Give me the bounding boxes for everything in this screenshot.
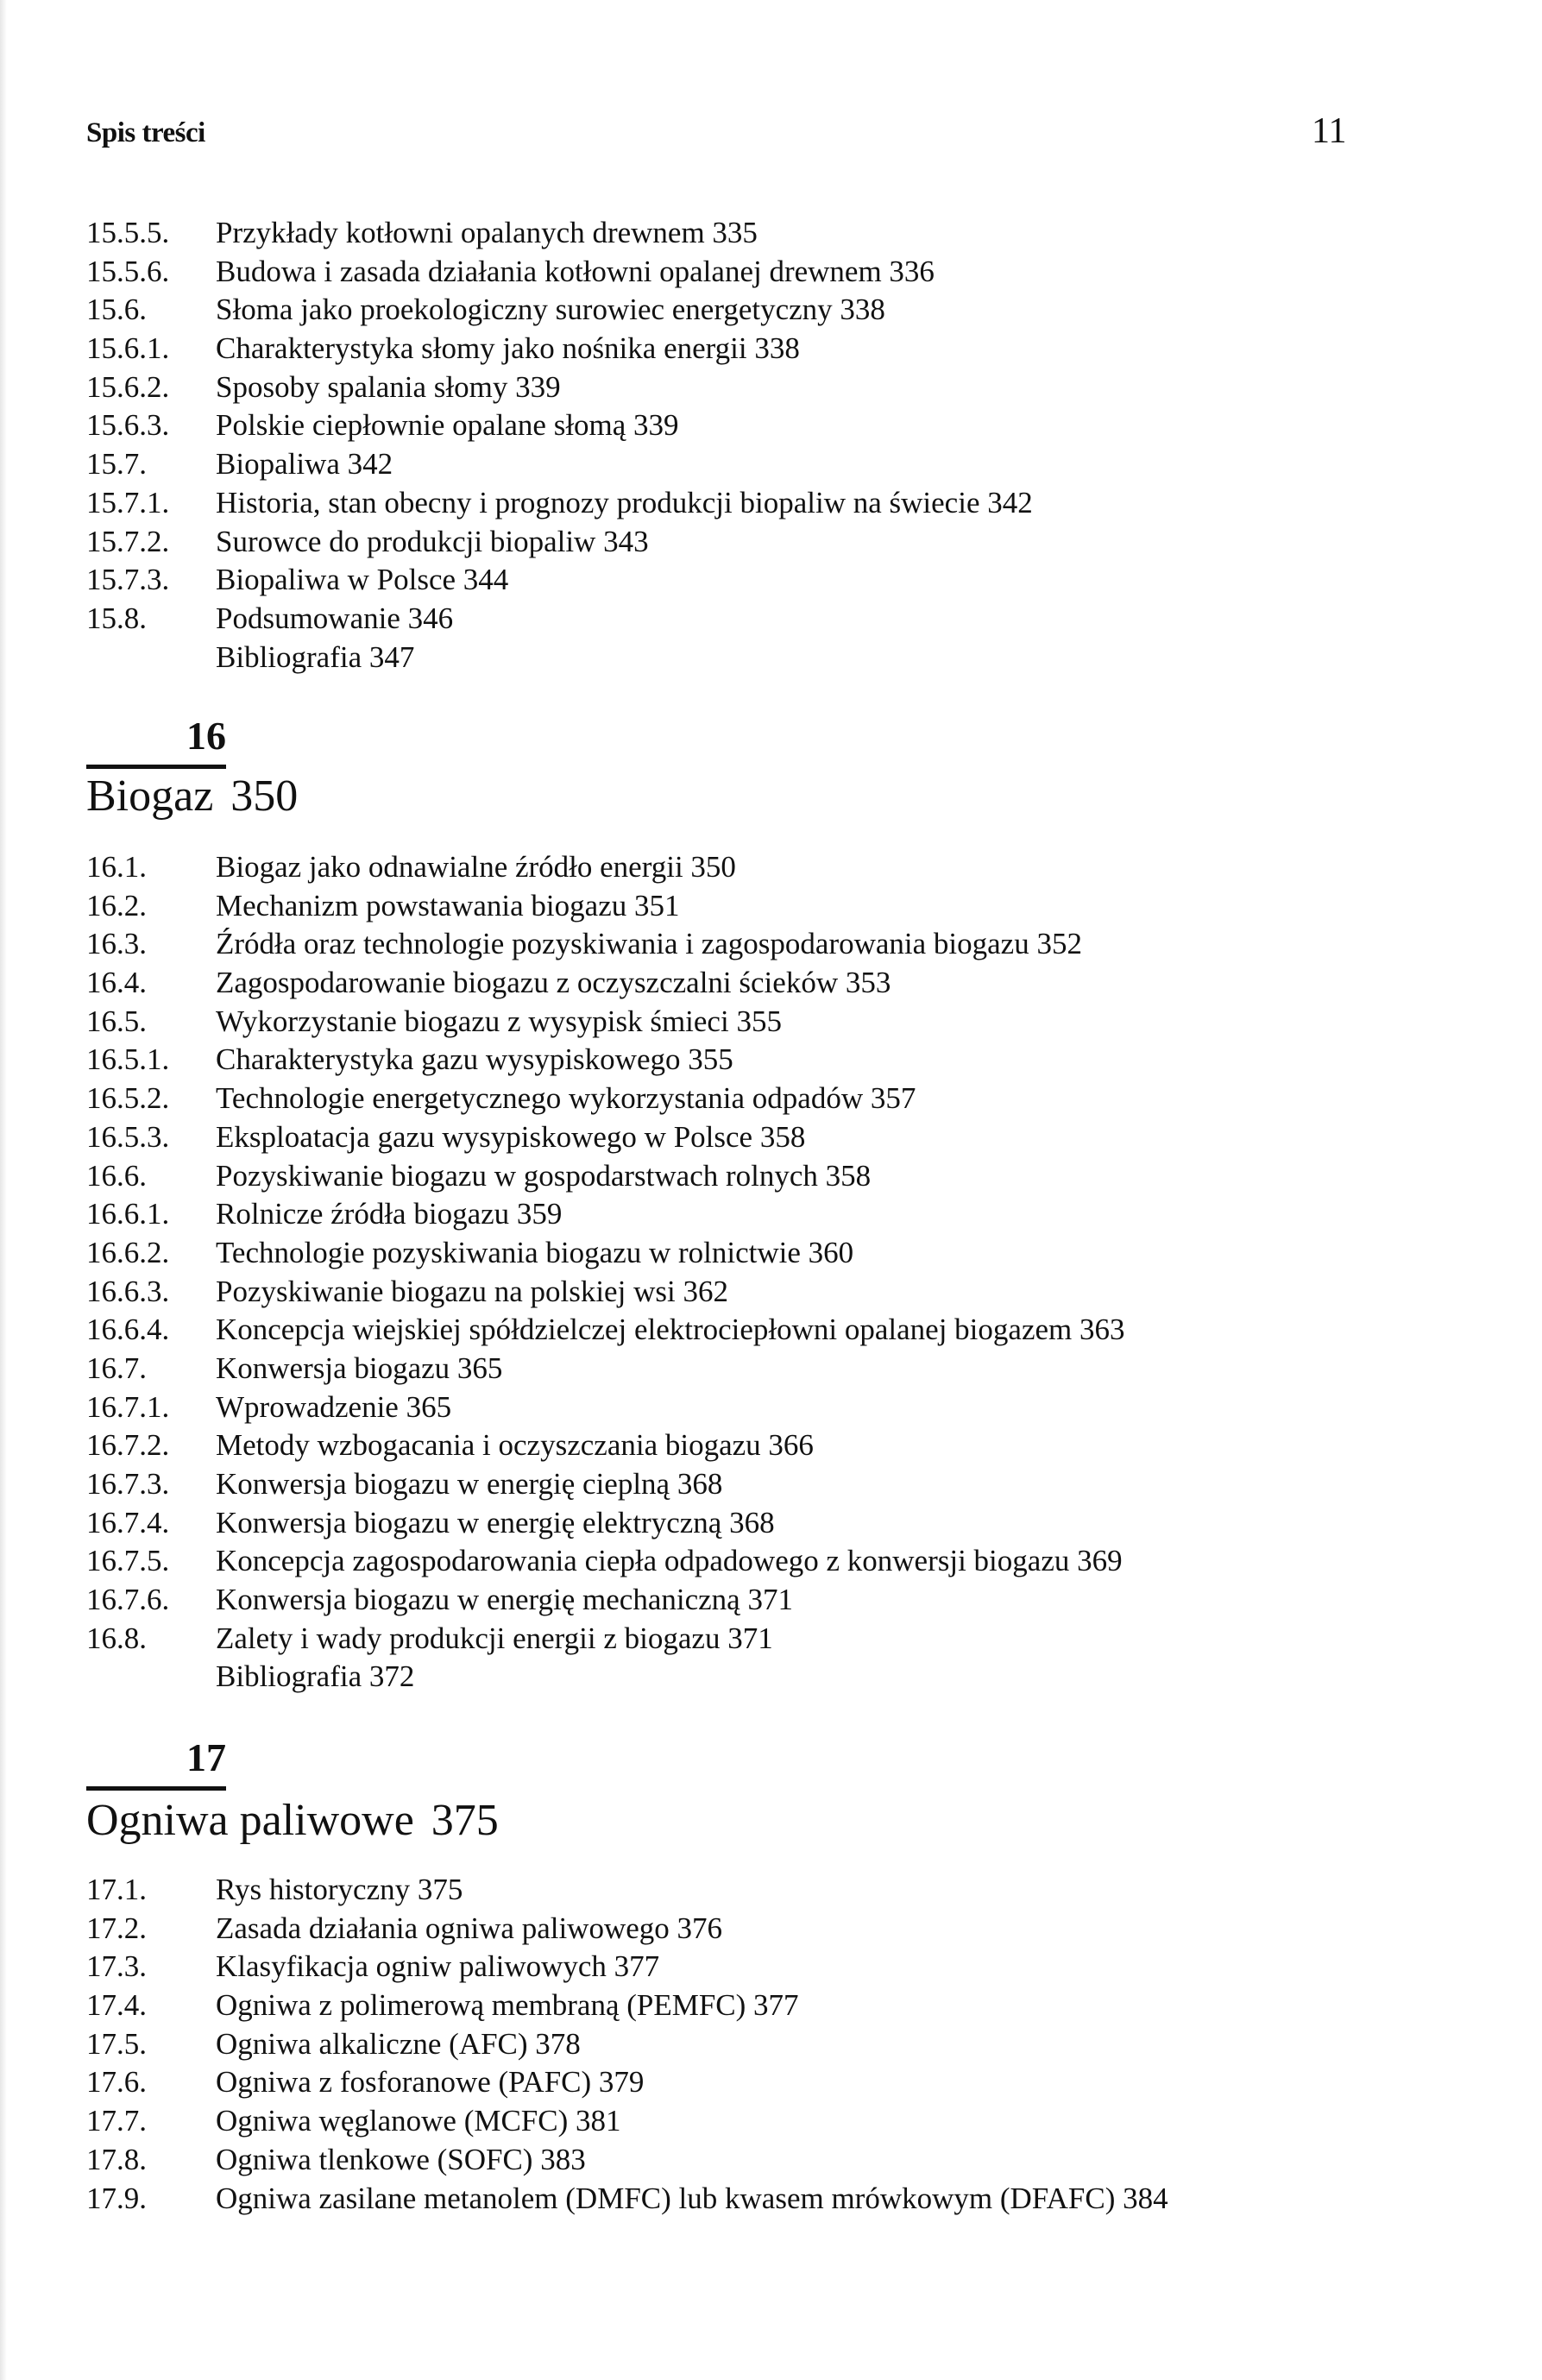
toc-entry-number: 16.4. xyxy=(86,966,147,1000)
toc-entry-number: 17.6. xyxy=(86,2065,147,2100)
toc-entry-title: Metody wzbogacania i oczyszczania biogazu 366 xyxy=(216,1428,814,1463)
toc-entry-number: 17.5. xyxy=(86,2026,147,2061)
toc-entry-number: 16.6.4. xyxy=(86,1313,170,1347)
toc-entry-number: 15.7. xyxy=(86,447,147,482)
toc-entry-number: 16.5.3. xyxy=(86,1119,170,1154)
toc-entry-title: Rolnicze źródła biogazu 359 xyxy=(216,1197,563,1231)
toc-entry-number: 15.5.5. xyxy=(86,216,170,249)
toc-entry-title: Sposoby spalania słomy 339 xyxy=(216,369,561,404)
toc-entry-title: Konwersja biogazu w energię elektryczną 368 xyxy=(216,1505,775,1539)
toc-entry-title: Rys historyczny 375 xyxy=(216,1873,463,1906)
toc-entry-number: 16.6.1. xyxy=(86,1197,170,1231)
toc-entry-title: Biopaliwa w Polsce 344 xyxy=(216,563,509,597)
toc-entry-number: 17.4. xyxy=(86,1988,147,2023)
toc-entry-title: Ogniwa węglanowe (MCFC) 381 xyxy=(216,2104,621,2138)
toc-entry-number: 17.8. xyxy=(86,2142,147,2176)
toc-entry-number: 15.6. xyxy=(86,293,147,327)
toc-entry-title: Wprowadzenie 365 xyxy=(216,1389,452,1424)
toc-entry-number: 16.6.2. xyxy=(86,1235,170,1269)
chapter-17-rule xyxy=(86,1786,226,1791)
chapter-title-text: Biogaz xyxy=(86,771,214,821)
chapter-16-title xyxy=(86,771,298,822)
toc-entry-title: Klasyfikacja ogniw paliwowych 377 xyxy=(216,1949,660,1984)
toc-entry-number: 15.6.3. xyxy=(86,408,170,443)
toc-entry-number: 15.8. xyxy=(86,601,147,635)
toc-entry-title: Biopaliwa 342 xyxy=(216,447,393,482)
toc-entry-title: Polskie ciepłownie opalane słomą 339 xyxy=(216,408,679,443)
toc-entry-title: Ogniwa tlenkowe (SOFC) 383 xyxy=(216,2142,586,2176)
toc-entry-number: 16.7.3. xyxy=(86,1467,170,1501)
toc-entry-number: 15.6.2. xyxy=(86,369,170,404)
toc-entry-title: Bibliografia 347 xyxy=(216,639,415,674)
toc-entry-title: Bibliografia 372 xyxy=(216,1659,415,1694)
toc-entry-title: Koncepcja zagospodarowania ciepła odpadowego z konwersji biogazu 369 xyxy=(216,1544,1123,1578)
toc-entry-number: 17.7. xyxy=(86,2104,147,2138)
toc-entry-title: Konwersja biogazu w energię cieplną 368 xyxy=(216,1467,723,1501)
chapter-17-title xyxy=(86,1795,499,1846)
toc-entry-title: Charakterystyka słomy jako nośnika energii 338 xyxy=(216,331,800,366)
toc-entry-number: 16.7.4. xyxy=(86,1505,170,1539)
toc-entry-title: Zalety i wady produkcji energii z biogazu 371 xyxy=(216,1621,773,1655)
toc-entry-title: Konwersja biogazu 365 xyxy=(216,1351,503,1385)
toc-entry-title: Ogniwa z fosforanowe (PAFC) 379 xyxy=(216,2065,645,2100)
toc-entry-title: Ogniwa zasilane metanolem (DMFC) lub kwasem mrówkowym (DFAFC) 384 xyxy=(216,2181,1168,2215)
toc-entry-title: Pozyskiwanie biogazu na polskiej wsi 362 xyxy=(216,1274,728,1308)
chapter-title-page: 350 xyxy=(230,771,299,821)
toc-entry-title: Słoma jako proekologiczny surowiec energetyczny 338 xyxy=(216,293,885,327)
toc-entry-number: 16.7.6. xyxy=(86,1583,170,1617)
toc-entry-number: 17.1. xyxy=(86,1873,147,1906)
toc-entry-number: 16.5. xyxy=(86,1004,147,1038)
toc-entry-number: 16.7.2. xyxy=(86,1428,170,1463)
toc-entry-title: Biogaz jako odnawialne źródło energii 350 xyxy=(216,850,736,884)
toc-entry-title: Zagospodarowanie biogazu z oczyszczalni ścieków 353 xyxy=(216,966,891,1000)
toc-entry-title: Surowce do produkcji biopaliw 343 xyxy=(216,524,649,558)
toc-entry-title: Technologie pozyskiwania biogazu w rolnictwie 360 xyxy=(216,1235,854,1269)
toc-entry-title: Źródła oraz technologie pozyskiwania i zagospodarowania biogazu 352 xyxy=(216,927,1082,961)
toc-entry-title: Historia, stan obecny i prognozy produkcji biopaliw na świecie 342 xyxy=(216,485,1033,519)
toc-entry-number: 16.7.1. xyxy=(86,1389,170,1424)
toc-entry-title: Eksploatacja gazu wysypiskowego w Polsce 358 xyxy=(216,1119,806,1154)
toc-entry-title: Ogniwa alkaliczne (AFC) 378 xyxy=(216,2026,581,2061)
toc-entry-number: 17.3. xyxy=(86,1949,147,1984)
toc-entry-number: 15.7.3. xyxy=(86,563,170,597)
toc-entry-number: 15.7.2. xyxy=(86,524,170,558)
toc-entry-title: Pozyskiwanie biogazu w gospodarstwach rolnych 358 xyxy=(216,1158,872,1193)
chapter-title-page: 375 xyxy=(431,1796,499,1845)
toc-entry-number: 16.7.5. xyxy=(86,1544,170,1578)
toc-entry-title: Charakterystyka gazu wysypiskowego 355 xyxy=(216,1042,733,1077)
toc-entry-title: Ogniwa z polimerową membraną (PEMFC) 377 xyxy=(216,1988,799,2023)
toc-entry-title: Konwersja biogazu w energię mechaniczną 371 xyxy=(216,1583,793,1617)
toc-entry-title: Koncepcja wiejskiej spółdzielczej elektrociepłowni opalanej biogazem 363 xyxy=(216,1313,1125,1347)
toc-entry-title: Podsumowanie 346 xyxy=(216,601,454,635)
toc-entry-title: Zasada działania ogniwa paliwowego 376 xyxy=(216,1911,723,1945)
toc-entry-number: 16.6.3. xyxy=(86,1274,170,1308)
chapter-16-rule xyxy=(86,765,226,769)
toc-entry-number: 16.8. xyxy=(86,1621,147,1655)
page-number: 11 xyxy=(1312,111,1347,151)
toc-entry-title: Przykłady kotłowni opalanych drewnem 335 xyxy=(216,216,758,249)
toc-entry-number: 15.6.1. xyxy=(86,331,170,366)
toc-entry-number: 17.9. xyxy=(86,2181,147,2215)
toc-entry-number: 17.2. xyxy=(86,1911,147,1945)
toc-entry-title: Mechanizm powstawania biogazu 351 xyxy=(216,888,680,922)
toc-entry-number: 16.5.1. xyxy=(86,1042,170,1077)
toc-entry-title: Wykorzystanie biogazu z wysypisk śmieci 355 xyxy=(216,1004,782,1038)
toc-entry-title: Budowa i zasada działania kotłowni opalanej drewnem 336 xyxy=(216,254,935,288)
toc-entry-number: 16.1. xyxy=(86,850,147,884)
toc-entry-number: 16.7. xyxy=(86,1351,147,1385)
toc-entry-number: 16.3. xyxy=(86,927,147,961)
toc-entry-number: 16.5.2. xyxy=(86,1081,170,1116)
toc-entry-number: 15.5.6. xyxy=(86,254,170,288)
toc-entry-number: 16.2. xyxy=(86,888,147,922)
chapter-17-number: 17 xyxy=(186,1735,226,1779)
chapter-16-number: 16 xyxy=(186,714,226,758)
toc-entry-number: 16.6. xyxy=(86,1158,147,1193)
toc-entry-title: Technologie energetycznego wykorzystania odpadów 357 xyxy=(216,1081,916,1116)
chapter-title-text: Ogniwa paliwowe xyxy=(86,1796,414,1845)
running-head-title: Spis treści xyxy=(86,117,205,148)
page-binding-shadow xyxy=(0,0,7,2380)
toc-entry-number: 15.7.1. xyxy=(86,485,170,519)
